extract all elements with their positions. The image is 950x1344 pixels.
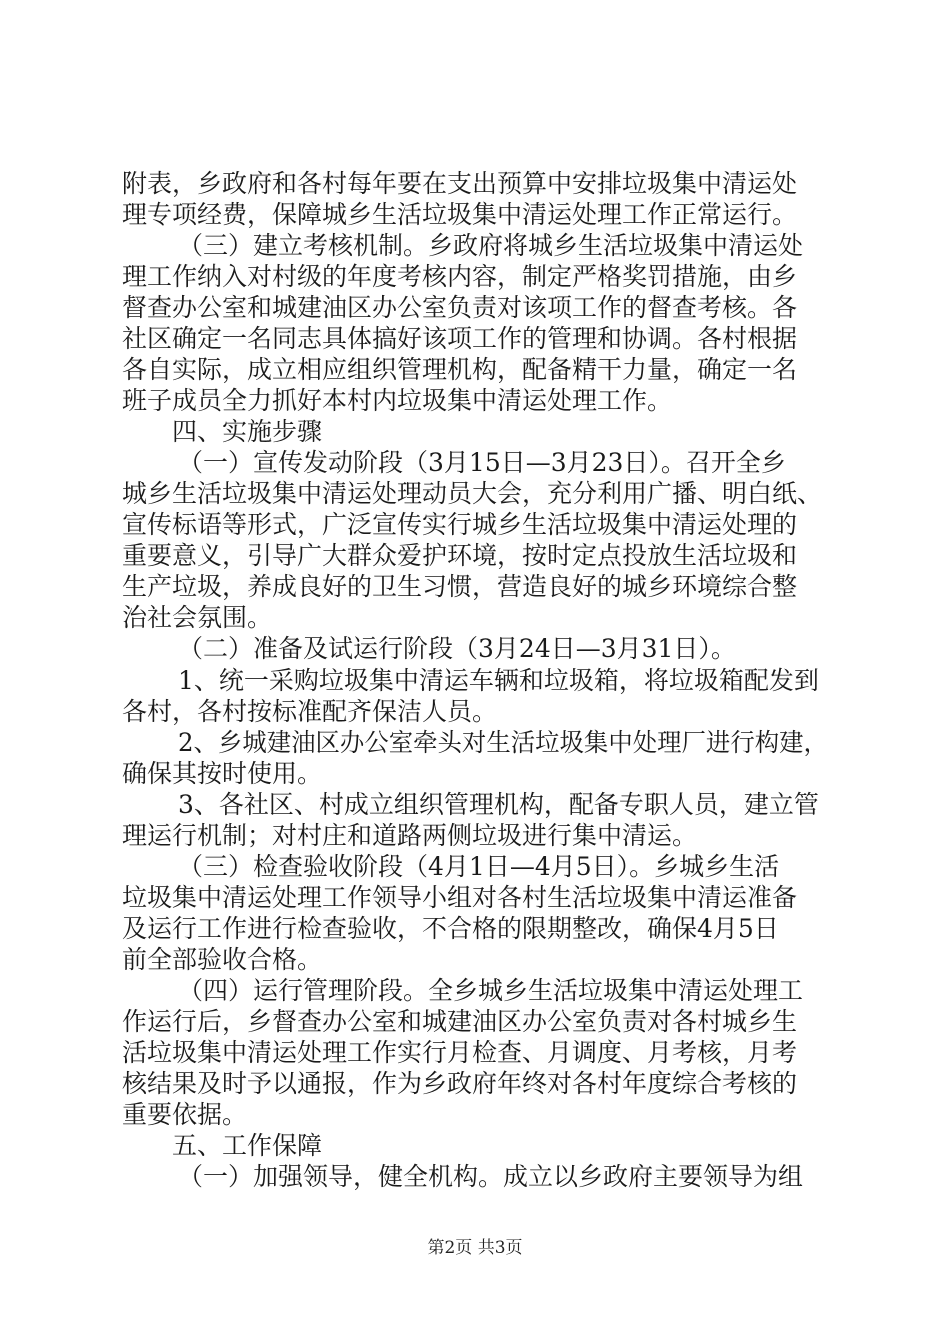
text-line: 宣传标语等形式，广泛宣传实行城乡生活垃圾集中清运处理的: [122, 510, 798, 539]
page-number: 第2页 共3页: [427, 1238, 523, 1258]
section-heading: 四、实施步骤: [172, 417, 323, 446]
text-line: 城乡生活垃圾集中清运处理动员大会，充分利用广播、明白纸、: [122, 479, 823, 508]
text-line: （一）加强领导，健全机构。成立以乡政府主要领导为组: [178, 1162, 804, 1191]
text-line: 理工作纳入对村级的年度考核内容，制定严格奖罚措施，由乡: [122, 262, 798, 291]
text-line: 前全部验收合格。: [122, 945, 323, 974]
text-line: 确保其按时使用。: [122, 759, 323, 788]
text-line: （四）运行管理阶段。全乡城乡生活垃圾集中清运处理工: [178, 976, 804, 1005]
text-line: 重要依据。: [122, 1100, 248, 1129]
text-line: 理专项经费，保障城乡生活垃圾集中清运处理工作正常运行。: [122, 200, 798, 229]
text-line: 2、乡城建油区办公室牵头对生活垃圾集中处理厂进行构建，: [178, 728, 828, 757]
text-line: 活垃圾集中清运处理工作实行月检查、月调度、月考核，月考: [122, 1038, 798, 1067]
text-line: （一）宣传发动阶段（3月15日—3月23日）。召开全乡: [178, 448, 786, 477]
text-line: 理运行机制；对村庄和道路两侧垃圾进行集中清运。: [122, 821, 698, 850]
text-line: （三）建立考核机制。乡政府将城乡生活垃圾集中清运处: [178, 231, 804, 260]
text-line: 附表，乡政府和各村每年要在支出预算中安排垃圾集中清运处: [122, 169, 798, 198]
text-line: 垃圾集中清运处理工作领导小组对各村生活垃圾集中清运准备: [122, 883, 798, 912]
text-line: （二）准备及试运行阶段（3月24日—3月31日）。: [178, 634, 736, 663]
section-heading: 五、工作保障: [172, 1131, 323, 1160]
text-line: 各自实际，成立相应组织管理机构，配备精干力量，确定一名: [122, 355, 798, 384]
text-line: 及运行工作进行检查验收，不合格的限期整改，确保4月5日: [122, 914, 779, 943]
text-line: 3、各社区、村成立组织管理机构，配备专职人员，建立管: [178, 790, 819, 819]
text-line: （三）检查验收阶段（4月1日—4月5日）。乡城乡生活: [178, 852, 780, 881]
text-line: 各村，各村按标准配齐保洁人员。: [122, 697, 498, 726]
text-line: 核结果及时予以通报，作为乡政府年终对各村年度综合考核的: [122, 1069, 798, 1098]
text-line: 生产垃圾，养成良好的卫生习惯，营造良好的城乡环境综合整: [122, 572, 798, 601]
text-line: 重要意义，引导广大群众爱护环境，按时定点投放生活垃圾和: [122, 541, 798, 570]
text-line: 作运行后，乡督查办公室和城建油区办公室负责对各村城乡生: [122, 1007, 798, 1036]
text-line: 督查办公室和城建油区办公室负责对该项工作的督查考核。各: [122, 293, 798, 322]
text-line: 1、统一采购垃圾集中清运车辆和垃圾箱，将垃圾箱配发到: [178, 666, 819, 695]
text-line: 治社会氛围。: [122, 603, 273, 632]
text-line: 社区确定一名同志具体搞好该项工作的管理和协调。各村根据: [122, 324, 798, 353]
text-line: 班子成员全力抓好本村内垃圾集中清运处理工作。: [122, 386, 673, 415]
